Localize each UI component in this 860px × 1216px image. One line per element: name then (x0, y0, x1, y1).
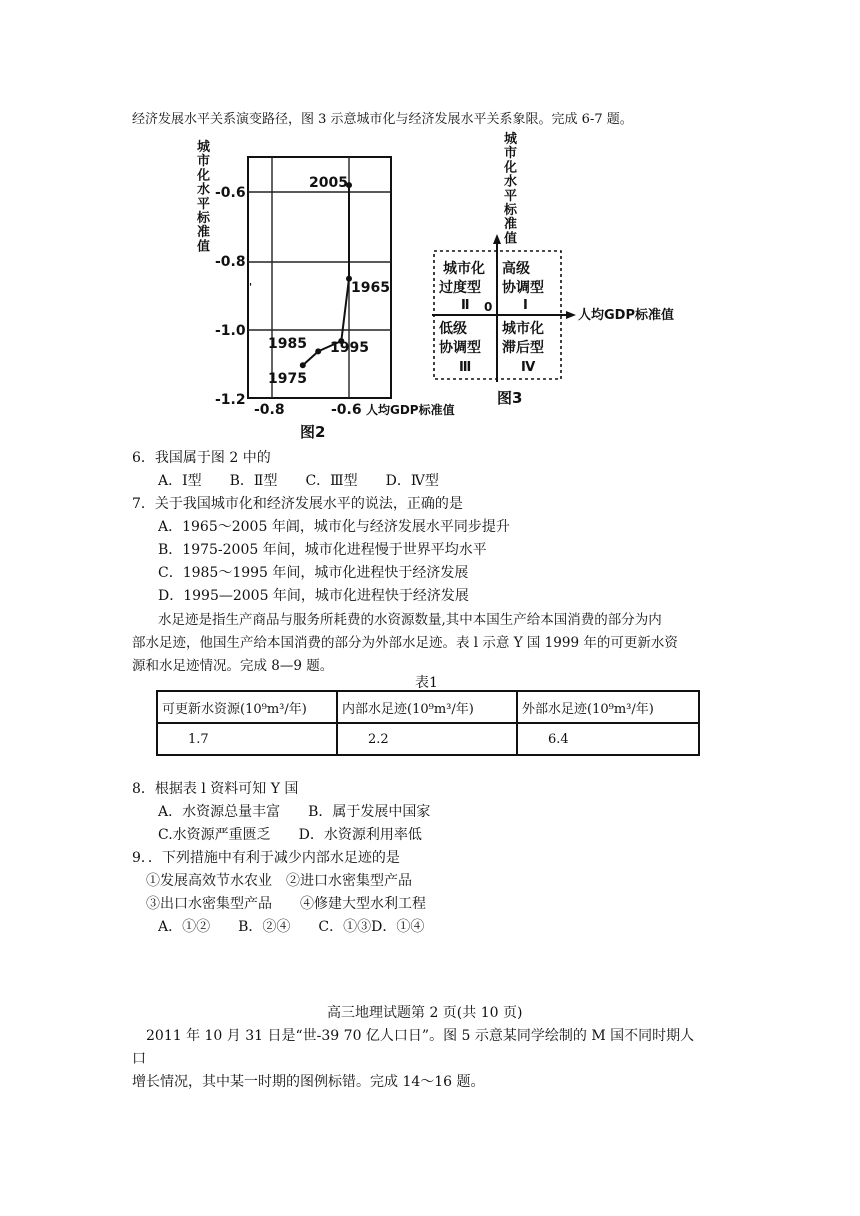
fig3-xlabel: 人均GDP标准值 (578, 308, 674, 323)
q7-option-c: C．1985～1995 年间，城市化进程快于经济发展 (158, 565, 469, 581)
fig2-caption: 图2 (300, 423, 326, 441)
axis-label-char: 城 (197, 140, 211, 155)
q2-line1: 城市化 (443, 261, 485, 277)
fig2-xtick: -0.6 (331, 402, 362, 418)
fig2-xlabel: 人均GDP标准值 (366, 403, 455, 417)
axis-label-char: 水 (504, 174, 518, 190)
axis-label-char: 平 (197, 196, 211, 212)
fig3-y-arrow (493, 234, 501, 244)
axis-label-char: 标 (504, 203, 518, 218)
pop-para-line2: 口 (132, 1051, 146, 1067)
table-cell: 1.7 (157, 723, 337, 755)
table-header-cell: 内部水足迹(10⁹m³/年) (337, 691, 517, 723)
q4-numeral: Ⅳ (521, 360, 536, 375)
q9-stem: 9．．下列措施中有利于减少内部水足迹的是 (132, 850, 400, 866)
table-1 (156, 690, 700, 756)
q7-option-d: D．1995—2005 年间，城市化进程快于经济发展 (158, 588, 469, 604)
point-label-1965: 1965 (351, 280, 390, 296)
axis-label-char: 值 (504, 231, 518, 247)
table-cell: 2.2 (337, 723, 517, 755)
q2-numeral: Ⅱ (461, 298, 470, 313)
q9-options: A．①② B．②④ C．①③D．①④ (158, 919, 425, 935)
q3-numeral: Ⅲ (459, 360, 472, 375)
axis-label-char: 化 (197, 168, 211, 184)
point-label-1975: 1975 (268, 371, 307, 387)
axis-label-char: 值 (197, 239, 211, 255)
q1-line1: 高级 (502, 261, 530, 277)
axis-label-char: 准 (197, 225, 211, 241)
table-header-cell: 外部水足迹(10⁹m³/年) (517, 691, 699, 723)
table-header-row (157, 691, 699, 723)
q9-items-2: ③出口水密集型产品 ④修建大型水利工程 (146, 896, 426, 912)
fig2-ylabel (196, 140, 211, 254)
axis-label-char: 标 (197, 211, 211, 226)
axis-label-char: 城 (504, 132, 518, 147)
q3-line2: 协调型 (439, 340, 481, 356)
q7-option-a: A．1965～2005 年阊，城市化与经济发展水平同步提升 (158, 519, 510, 535)
pop-para-line3: 增长情况，其中某一时期的图例标错。完成 14～16 题。 (132, 1074, 485, 1090)
table-value-row (157, 723, 699, 755)
point-label-1995: 1995 (330, 340, 369, 356)
q4-line2: 滞后型 (502, 340, 544, 356)
fig2-tick-mark: ' (249, 282, 253, 293)
axis-label-char: 平 (504, 188, 518, 204)
fig3-caption: 图3 (497, 389, 523, 407)
pop-para-line1: 2011 年 10 月 31 日是“世-39 70 亿人口日”。图 5 示意某同学绘制的 M 国不同时期人 (146, 1028, 695, 1044)
table-cell: 6.4 (517, 723, 699, 755)
fig2-grid (248, 157, 391, 398)
q1-line2: 协调型 (502, 280, 544, 296)
data-point-1985 (315, 348, 321, 354)
axis-label-char: 化 (504, 160, 518, 176)
axis-label-char: 准 (504, 217, 518, 233)
fig2-ytick: -1.0 (215, 323, 246, 339)
fig2-ytick: -1.2 (215, 392, 246, 408)
axis-label-char: 市 (197, 154, 211, 170)
q6-options: A．Ⅰ型 B．Ⅱ型 C．Ⅲ型 D．Ⅳ型 (158, 473, 439, 489)
fig2-ytick: -0.6 (215, 185, 246, 201)
fig2-ytick: -0.8 (215, 254, 246, 270)
fig2-xtick: -0.8 (254, 402, 285, 418)
q8-options-1: A．水资源总量丰富 B．属于发展中国家 (158, 804, 431, 820)
fig3-ylabel (503, 132, 518, 246)
point-label-2005: 2005 (309, 175, 348, 191)
point-label-1985: 1985 (268, 336, 307, 352)
axis-label-char: 水 (197, 182, 211, 198)
fig3-x-arrow (566, 311, 576, 319)
q7-stem: 7．关于我国城市化和经济发展水平的说法，正确的是 (132, 496, 463, 512)
page-footer: 高三地理试题第 2 页(共 10 页) (327, 1005, 523, 1021)
q1-numeral: Ⅰ (523, 298, 528, 313)
q6-stem: 6．我国属于图 2 中的 (132, 450, 271, 466)
q7-option-b: B．1975-2005 年间，城市化进程慢于世界平均水平 (158, 542, 487, 558)
q3-line1: 低级 (439, 321, 467, 337)
q2-line2: 过度型 (439, 280, 481, 296)
fig3-origin: 0 (484, 300, 493, 314)
intro-line: 经济发展水平关系演变路径，图 3 示意城市化与经济发展水平关系象限。完成 6-7 题。 (132, 112, 633, 127)
q8-options-2: C.水资源严重匮乏 D．水资源利用率低 (158, 827, 422, 843)
water-para-line3: 源和水足迹情况。完成 8—9 题。 (132, 658, 334, 674)
axis-label-char: 市 (504, 146, 518, 162)
q9-items-1: ①发展高效节水农业 ②进口水密集型产品 (146, 873, 412, 889)
fig2-frame (248, 157, 391, 398)
data-point-1975 (300, 362, 306, 368)
water-para-line1: 水足迹是指生产商品与服务所耗费的水资源数量,其中本国生产给本国消费的部分为内 (158, 612, 662, 628)
table1-caption: 表1 (415, 675, 438, 691)
water-para-line2: 部水足迹，他国生产给本国消费的部分为外部水足迹。表 l 示意 Y 国 1999 年的可更新水资 (132, 635, 678, 651)
table-header-cell: 可更新水资源(10⁹m³/年) (157, 691, 337, 723)
q4-line1: 城市化 (502, 321, 544, 337)
q8-stem: 8．根据表 l 资料可知 Y 国 (132, 781, 299, 797)
